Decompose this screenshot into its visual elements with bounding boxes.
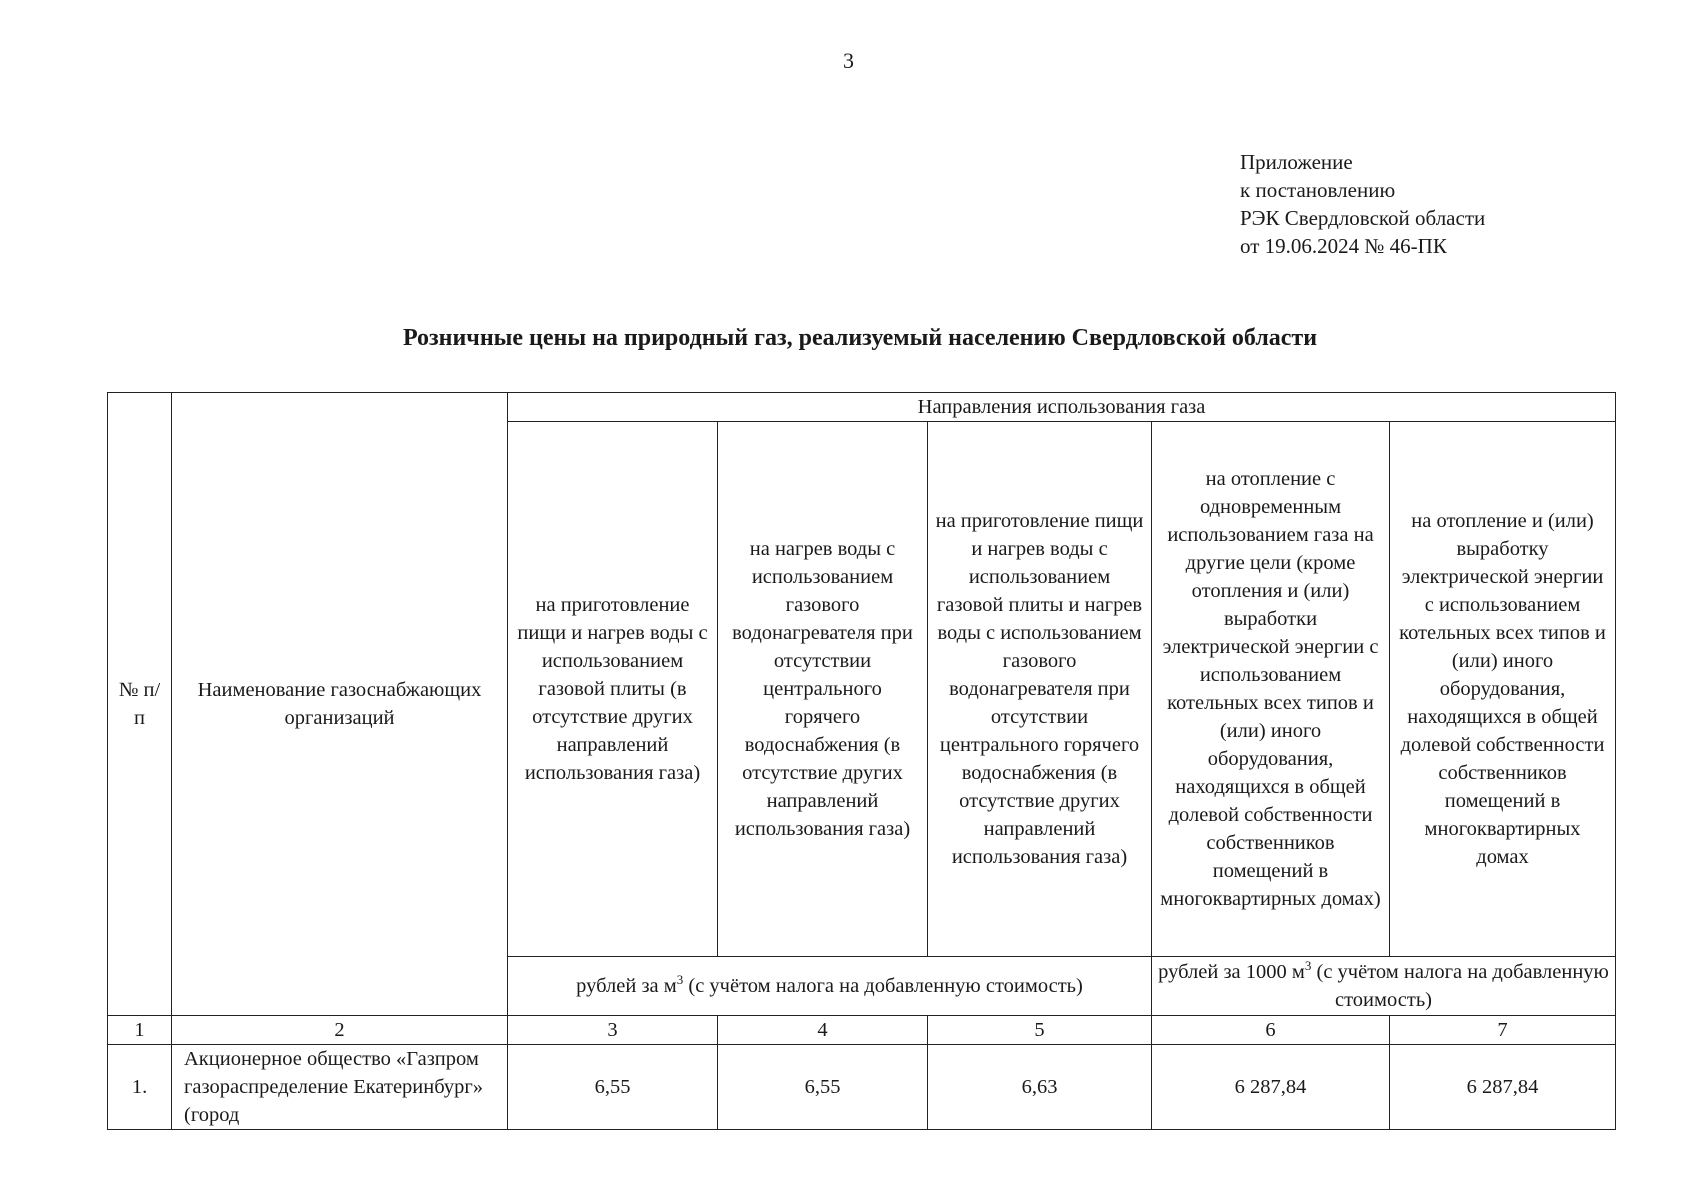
organization-name: Акционерное общество «Газпром газораспределение Екатеринбург» (город [172, 1045, 508, 1130]
page-number: 3 [843, 48, 854, 73]
column-number: 4 [718, 1016, 928, 1045]
column-number: 5 [928, 1016, 1152, 1045]
price-cell: 6,55 [718, 1045, 928, 1130]
column-header-number: № п/п [108, 393, 172, 1016]
appendix-line: от 19.06.2024 № 46-ПК [1240, 234, 1447, 258]
price-cell: 6 287,84 [1390, 1045, 1616, 1130]
direction-header: на приготовление пищи и нагрев воды с использованием газовой плиты (в отсутствие других направлений использования газа) [508, 422, 718, 957]
price-cell: 6,55 [508, 1045, 718, 1130]
column-header-organization: Наименование газоснабжающих организаций [172, 393, 508, 1016]
unit-text: (с учётом налога на добавленную стоимость) [683, 975, 1083, 997]
price-cell: 6,63 [928, 1045, 1152, 1130]
direction-header: на нагрев воды с использованием газового водонагревателя при отсутствии центрального горячего водоснабжения (в отсутствие других направлений использования газа) [718, 422, 928, 957]
column-number: 1 [108, 1016, 172, 1045]
appendix-line: Приложение [1240, 150, 1353, 174]
unit-superscript: 3 [676, 972, 684, 988]
direction-header: на отопление и (или) выработку электрической энергии с использованием котельных всех типов и (или) иного оборудования, находящихся в общей долевой собственности собственников помещений в многоквартирных домах [1390, 422, 1616, 957]
table-row [108, 1045, 1616, 1130]
column-number: 3 [508, 1016, 718, 1045]
direction-header: на приготовление пищи и нагрев воды с использованием газовой плиты и нагрев воды с использованием газового водонагревателя при отсутствии центрального горячего водоснабжения (в отсутствие других направлений использования газа) [928, 422, 1152, 957]
column-number: 6 [1152, 1016, 1390, 1045]
column-number: 2 [172, 1016, 508, 1045]
document-title: Розничные цены на природный газ, реализуемый населению Свердловской области [402, 325, 1318, 351]
appendix-line: к постановлению [1240, 178, 1396, 202]
directions-header: Направления использования газа [508, 393, 1616, 422]
appendix-line: РЭК Свердловской области [1240, 206, 1486, 230]
column-number: 7 [1390, 1016, 1616, 1045]
unit-label-cubic-meter [508, 957, 1152, 1016]
unit-superscript: 3 [1304, 958, 1312, 974]
row-number: 1. [108, 1045, 172, 1130]
price-cell: 6 287,84 [1152, 1045, 1390, 1130]
unit-label-thousand-cubic-meters [1152, 957, 1616, 1016]
direction-header: на отопление с одновременным использованием газа на другие цели (кроме отопления и (или) выработки электрической энергии с использованием котельных всех типов и (или) иного оборудования, находящихся в общей долевой собственности собственников помещений в многоквартирных домах) [1152, 422, 1390, 957]
unit-text: (с учётом налога на добавленную стоимость) [1311, 961, 1609, 1011]
price-table [107, 392, 1616, 1130]
unit-text: рублей за 1000 м [1158, 961, 1305, 983]
unit-text: рублей за м [576, 975, 677, 997]
appendix-block [1240, 148, 1485, 260]
